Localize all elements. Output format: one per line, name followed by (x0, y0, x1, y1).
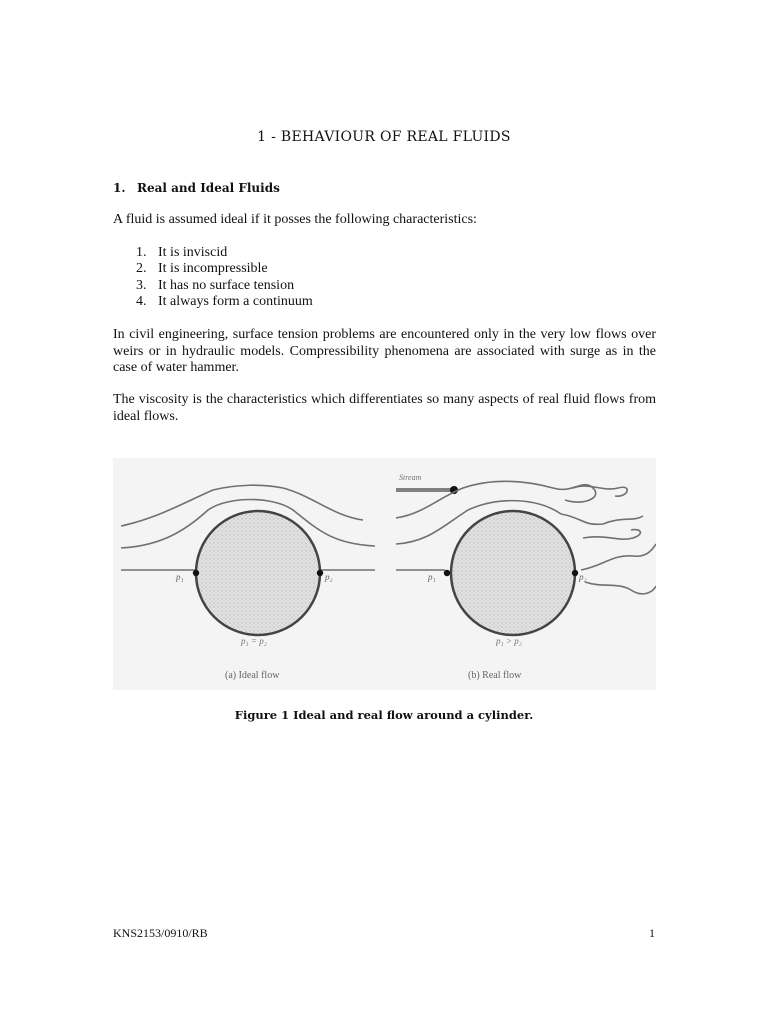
section-heading (113, 181, 280, 195)
cylinder-shape (196, 511, 320, 635)
flow-diagram (113, 458, 656, 690)
list-item: 3. It has no surface tension (136, 277, 295, 293)
real-flow-label: (b) Real flow (468, 670, 522, 681)
intro-paragraph: A fluid is assumed ideal if it posses the following characteristics: (113, 212, 477, 227)
point-p1-marker (193, 570, 199, 576)
stream-marker-label: Stream (399, 473, 422, 482)
ideal-flow-label: (a) Ideal flow (225, 670, 280, 681)
real-flow-panel (396, 473, 656, 681)
ideal-flow-panel (121, 485, 375, 681)
list-item: 1. It is inviscid (136, 245, 228, 260)
viscosity-paragraph: The viscosity is the characteristics which differentiates so many aspects of real fluid flows from ideal flows. (113, 392, 656, 424)
point-p1-marker (444, 570, 450, 576)
section-title: Real and Ideal Fluids (137, 181, 280, 195)
page-number: 1 (649, 926, 655, 940)
p2-label: p₂ (325, 572, 333, 582)
section-number: 1. (113, 181, 126, 195)
ideal-equation: p₁ = p₂ (241, 636, 267, 646)
p1-label: p₁ (428, 572, 436, 582)
surface-tension-paragraph: In civil engineering, surface tension problems are encountered only in the very low flows over weirs or in hydraulic models. Compressibility phenomena are associated with surge as in the case of water hammer. (113, 327, 656, 375)
point-p2-marker (317, 570, 323, 576)
real-equation: p₁ > p₂ (496, 636, 522, 646)
p1-label: p₁ (176, 572, 184, 582)
list-item: 4. It always form a continuum (136, 294, 313, 310)
p2-label: p₂ (579, 572, 587, 582)
figure-caption: Figure 1 Ideal and real flow around a cylinder. (234, 708, 534, 722)
list-item: 2. It is incompressible (136, 261, 268, 277)
footer-code: KNS2153/0910/RB (113, 926, 208, 940)
cylinder-shape (451, 511, 575, 635)
page-title: 1 - BEHAVIOUR OF REAL FLUIDS (257, 129, 511, 145)
characteristics-list (136, 245, 313, 311)
point-p2-marker (572, 570, 578, 576)
flow-figure (113, 458, 656, 690)
